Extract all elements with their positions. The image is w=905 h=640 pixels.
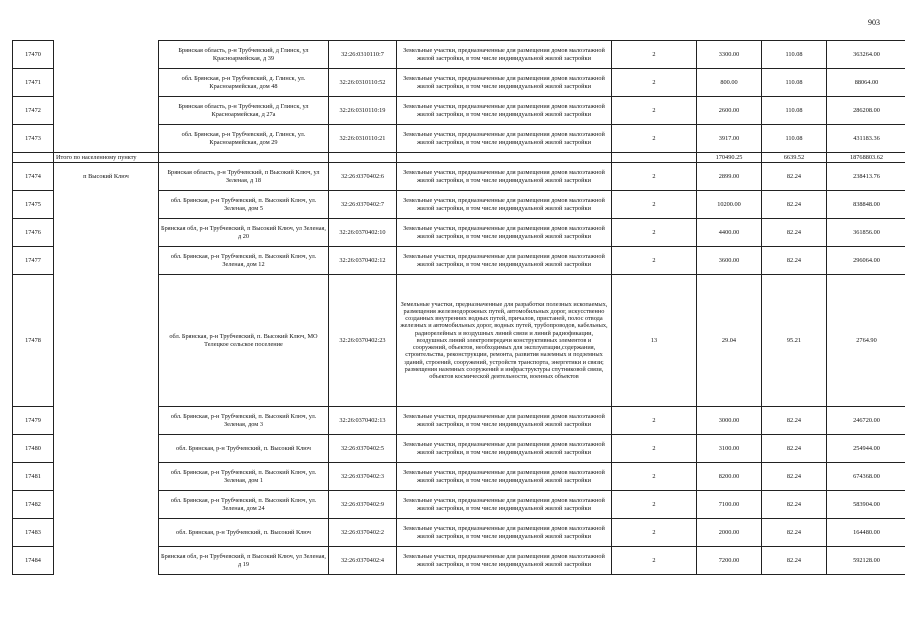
area-cell: 10200.00 <box>697 191 762 219</box>
category-cell: 2 <box>612 69 697 97</box>
area-cell: 3000.00 <box>697 407 762 435</box>
address-cell: Брянская обл, р-н Трубчевский, п Высокий Ключ, ул Зеленая, д 20 <box>159 219 329 247</box>
cadastral-value-table <box>12 40 905 575</box>
row-number: 17472 <box>13 97 54 125</box>
settlement-name <box>54 519 159 547</box>
address-cell: обл. Брянская, р-н Трубчевский, п. Высокий Ключ <box>159 519 329 547</box>
rate-cell: 110.08 <box>762 125 827 153</box>
settlement-name <box>54 247 159 275</box>
total-value: 18768803.62 <box>827 153 905 163</box>
cadastral-number: 32:26:0370402:3 <box>329 463 397 491</box>
cadastral-value: 254944.00 <box>827 435 905 463</box>
address-cell: Брянская область, р-н Трубчевский, д Глинск, ул Красноармейская, д 27а <box>159 97 329 125</box>
table-body-settlement-glinsk <box>13 41 905 153</box>
settlement-name <box>54 41 159 69</box>
cadastral-value: 583904.00 <box>827 491 905 519</box>
settlement-name <box>54 407 159 435</box>
rate-cell: 82.24 <box>762 547 827 575</box>
page-number: 903 <box>868 18 880 27</box>
cadastral-value: 2764.90 <box>827 275 905 407</box>
area-cell: 8200.00 <box>697 463 762 491</box>
table-row <box>13 519 905 547</box>
cadastral-value: 238413.76 <box>827 163 905 191</box>
address-cell: обл. Брянская, р-н Трубчевский, п. Высокий Ключ, ул. Зеленая, дом 24 <box>159 491 329 519</box>
row-number: 17481 <box>13 463 54 491</box>
land-use-cell: Земельные участки, предназначенные для размещения домов малоэтажной жилой застройки, в том числе индивидуальной жилой застройки <box>397 519 612 547</box>
land-use-cell: Земельные участки, предназначенные для размещения домов малоэтажной жилой застройки, в том числе индивидуальной жилой застройки <box>397 547 612 575</box>
category-cell: 2 <box>612 435 697 463</box>
row-number: 17477 <box>13 247 54 275</box>
cadastral-number: 32:26:0370402:4 <box>329 547 397 575</box>
category-cell: 2 <box>612 407 697 435</box>
rate-cell: 95.21 <box>762 275 827 407</box>
land-use-cell: Земельные участки, предназначенные для размещения домов малоэтажной жилой застройки, в том числе индивидуальной жилой застройки <box>397 247 612 275</box>
total-cell-empty <box>329 153 397 163</box>
category-cell: 2 <box>612 491 697 519</box>
cadastral-number: 32:26:0370402:10 <box>329 219 397 247</box>
area-cell: 7100.00 <box>697 491 762 519</box>
cadastral-number: 32:26:0370402:6 <box>329 163 397 191</box>
address-cell: обл. Брянская, р-н Трубчевский, п. Высокий Ключ, МО Телецкое сельское поселение <box>159 275 329 407</box>
cadastral-value: 361856.00 <box>827 219 905 247</box>
table-row <box>13 463 905 491</box>
cadastral-value: 674368.00 <box>827 463 905 491</box>
land-use-cell: Земельные участки, предназначенные для размещения домов малоэтажной жилой застройки, в том числе индивидуальной жилой застройки <box>397 491 612 519</box>
row-number: 17479 <box>13 407 54 435</box>
settlement-total-row <box>13 153 905 163</box>
table-row <box>13 97 905 125</box>
category-cell: 2 <box>612 125 697 153</box>
cadastral-number: 32:26:0310110:21 <box>329 125 397 153</box>
land-use-cell: Земельные участки, предназначенные для размещения домов малоэтажной жилой застройки, в том числе индивидуальной жилой застройки <box>397 69 612 97</box>
land-use-cell: Земельные участки, предназначенные для размещения домов малоэтажной жилой застройки, в том числе индивидуальной жилой застройки <box>397 97 612 125</box>
address-cell: Брянская обл, р-н Трубчевский, п Высокий Ключ, ул Зеленая, д 19 <box>159 547 329 575</box>
land-use-cell: Земельные участки, предназначенные для размещения домов малоэтажной жилой застройки, в том числе индивидуальной жилой застройки <box>397 191 612 219</box>
category-cell: 2 <box>612 247 697 275</box>
rate-cell: 82.24 <box>762 191 827 219</box>
address-cell: обл. Брянская, р-н Трубчевский, п. Высокий Ключ, ул. Зеленая, дом 1 <box>159 463 329 491</box>
rate-cell: 82.24 <box>762 247 827 275</box>
rate-cell: 82.24 <box>762 435 827 463</box>
area-cell: 2600.00 <box>697 97 762 125</box>
category-cell: 2 <box>612 519 697 547</box>
table-row <box>13 491 905 519</box>
row-number: 17474 <box>13 163 54 191</box>
address-cell: обл. Брянская, р-н Трубчевский, п. Высокий Ключ, ул. Зеленая, дом 3 <box>159 407 329 435</box>
settlement-name <box>54 97 159 125</box>
area-cell: 7200.00 <box>697 547 762 575</box>
table-row <box>13 247 905 275</box>
total-area: 170490.25 <box>697 153 762 163</box>
row-number: 17484 <box>13 547 54 575</box>
category-cell: 2 <box>612 163 697 191</box>
settlement-name <box>54 463 159 491</box>
row-number: 17470 <box>13 41 54 69</box>
row-number: 17478 <box>13 275 54 407</box>
row-number: 17483 <box>13 519 54 547</box>
cadastral-value: 246720.00 <box>827 407 905 435</box>
cadastral-number: 32:26:0370402:9 <box>329 491 397 519</box>
rate-cell: 82.24 <box>762 163 827 191</box>
category-cell: 2 <box>612 41 697 69</box>
settlement-name: п Высокий Ключ <box>54 163 159 191</box>
table-total-section <box>13 153 905 163</box>
rate-cell: 110.08 <box>762 41 827 69</box>
settlement-name <box>54 69 159 97</box>
table-row <box>13 435 905 463</box>
area-cell: 2000.00 <box>697 519 762 547</box>
settlement-name <box>54 435 159 463</box>
cadastral-number: 32:26:0370402:7 <box>329 191 397 219</box>
cadastral-value: 164480.00 <box>827 519 905 547</box>
cadastral-number: 32:26:0370402:12 <box>329 247 397 275</box>
rate-cell: 82.24 <box>762 219 827 247</box>
row-number: 17471 <box>13 69 54 97</box>
cadastral-value: 363264.00 <box>827 41 905 69</box>
table-row <box>13 163 905 191</box>
settlement-name <box>54 547 159 575</box>
area-cell: 3600.00 <box>697 247 762 275</box>
address-cell: обл. Брянская, р-н Трубчевский, д. Глинск, ул. Красноармейская, дом 29 <box>159 125 329 153</box>
cadastral-number: 32:26:0370402:2 <box>329 519 397 547</box>
address-cell: Брянская область, р-н Трубчевский, п Высокий Ключ, ул Зеленая, д 18 <box>159 163 329 191</box>
address-cell: обл. Брянская, р-н Трубчевский, п. Высокий Ключ, ул. Зеленая, дом 12 <box>159 247 329 275</box>
table-row <box>13 191 905 219</box>
land-use-cell: Земельные участки, предназначенные для размещения домов малоэтажной жилой застройки, в том числе индивидуальной жилой застройки <box>397 435 612 463</box>
row-number: 17476 <box>13 219 54 247</box>
cadastral-number: 32:26:0370402:13 <box>329 407 397 435</box>
category-cell: 13 <box>612 275 697 407</box>
area-cell: 3100.00 <box>697 435 762 463</box>
area-cell: 3300.00 <box>697 41 762 69</box>
category-cell: 2 <box>612 547 697 575</box>
category-cell: 2 <box>612 219 697 247</box>
rate-cell: 82.24 <box>762 491 827 519</box>
table-row <box>13 125 905 153</box>
cadastral-value: 286208.00 <box>827 97 905 125</box>
cadastral-value: 838848.00 <box>827 191 905 219</box>
settlement-name <box>54 491 159 519</box>
table-row <box>13 407 905 435</box>
land-use-cell: Земельные участки, предназначенные для разработки полезных ископаемых, размещения железнодорожных путей, автомобильных дорог, искусственно созданных внутренних водных путей, причалов, пристаней, полос отвода железных и автомобильных дорог, водных путей, трубопроводов, кабельных, радиорелейных и воздушных линий связи и линий радиофикации, воздушных линий электропередачи конструктивных элементов и сооружений, объектов, необходимых для эксплуатации,содержания, строительства, реконструкции, ремонта, развития наземных и подземных зданий, строений, сооружений, устройств транспорта, энергетики и связи; размещения наземных сооружений и инфраструктуры спутниковой связи, объектов космической деятельности, военных объектов <box>397 275 612 407</box>
row-number: 17475 <box>13 191 54 219</box>
cadastral-number: 32:26:0310110:52 <box>329 69 397 97</box>
area-cell: 29.04 <box>697 275 762 407</box>
settlement-name <box>54 219 159 247</box>
address-cell: обл. Брянская, р-н Трубчевский, д. Глинск, ул. Красноармейская, дом 48 <box>159 69 329 97</box>
total-rate: 6639.52 <box>762 153 827 163</box>
row-number: 17482 <box>13 491 54 519</box>
land-use-cell: Земельные участки, предназначенные для размещения домов малоэтажной жилой застройки, в том числе индивидуальной жилой застройки <box>397 219 612 247</box>
rate-cell: 110.08 <box>762 69 827 97</box>
cadastral-value: 296064.00 <box>827 247 905 275</box>
cadastral-number: 32:26:0310110:7 <box>329 41 397 69</box>
row-number: 17473 <box>13 125 54 153</box>
rate-cell: 82.24 <box>762 407 827 435</box>
area-cell: 3917.00 <box>697 125 762 153</box>
table-row <box>13 69 905 97</box>
category-cell: 2 <box>612 97 697 125</box>
area-cell: 2899.00 <box>697 163 762 191</box>
category-cell: 2 <box>612 463 697 491</box>
cadastral-number: 32:26:0370402:23 <box>329 275 397 407</box>
cadastral-number: 32:26:0310110:19 <box>329 97 397 125</box>
address-cell: обл. Брянская, р-н Трубчевский, п. Высокий Ключ, ул. Зеленая, дом 5 <box>159 191 329 219</box>
total-label: Итого по населенному пункту <box>54 153 159 163</box>
table-body-settlement-vysokiy-klyuch <box>13 163 905 575</box>
land-use-cell: Земельные участки, предназначенные для размещения домов малоэтажной жилой застройки, в том числе индивидуальной жилой застройки <box>397 163 612 191</box>
rate-cell: 82.24 <box>762 463 827 491</box>
address-cell: Брянская область, р-н Трубчевский, д Глинск, ул Красноармейская, д 39 <box>159 41 329 69</box>
cadastral-value: 88064.00 <box>827 69 905 97</box>
cadastral-number: 32:26:0370402:5 <box>329 435 397 463</box>
area-cell: 800.00 <box>697 69 762 97</box>
cadastral-value: 592128.00 <box>827 547 905 575</box>
settlement-name <box>54 125 159 153</box>
rate-cell: 82.24 <box>762 519 827 547</box>
rate-cell: 110.08 <box>762 97 827 125</box>
table-row <box>13 275 905 407</box>
settlement-name <box>54 275 159 407</box>
land-use-cell: Земельные участки, предназначенные для размещения домов малоэтажной жилой застройки, в том числе индивидуальной жилой застройки <box>397 463 612 491</box>
table-row <box>13 219 905 247</box>
table-row <box>13 547 905 575</box>
total-cell-empty <box>397 153 612 163</box>
settlement-name <box>54 191 159 219</box>
address-cell: обл. Брянская, р-н Трубчевский, п. Высокий Ключ <box>159 435 329 463</box>
category-cell: 2 <box>612 191 697 219</box>
table-row <box>13 41 905 69</box>
land-use-cell: Земельные участки, предназначенные для размещения домов малоэтажной жилой застройки, в том числе индивидуальной жилой застройки <box>397 407 612 435</box>
row-number: 17480 <box>13 435 54 463</box>
total-cell-empty <box>612 153 697 163</box>
land-use-cell: Земельные участки, предназначенные для размещения домов малоэтажной жилой застройки, в том числе индивидуальной жилой застройки <box>397 125 612 153</box>
area-cell: 4400.00 <box>697 219 762 247</box>
total-cell-empty <box>13 153 54 163</box>
land-use-cell: Земельные участки, предназначенные для размещения домов малоэтажной жилой застройки, в том числе индивидуальной жилой застройки <box>397 41 612 69</box>
cadastral-value: 431183.36 <box>827 125 905 153</box>
total-cell-empty <box>159 153 329 163</box>
